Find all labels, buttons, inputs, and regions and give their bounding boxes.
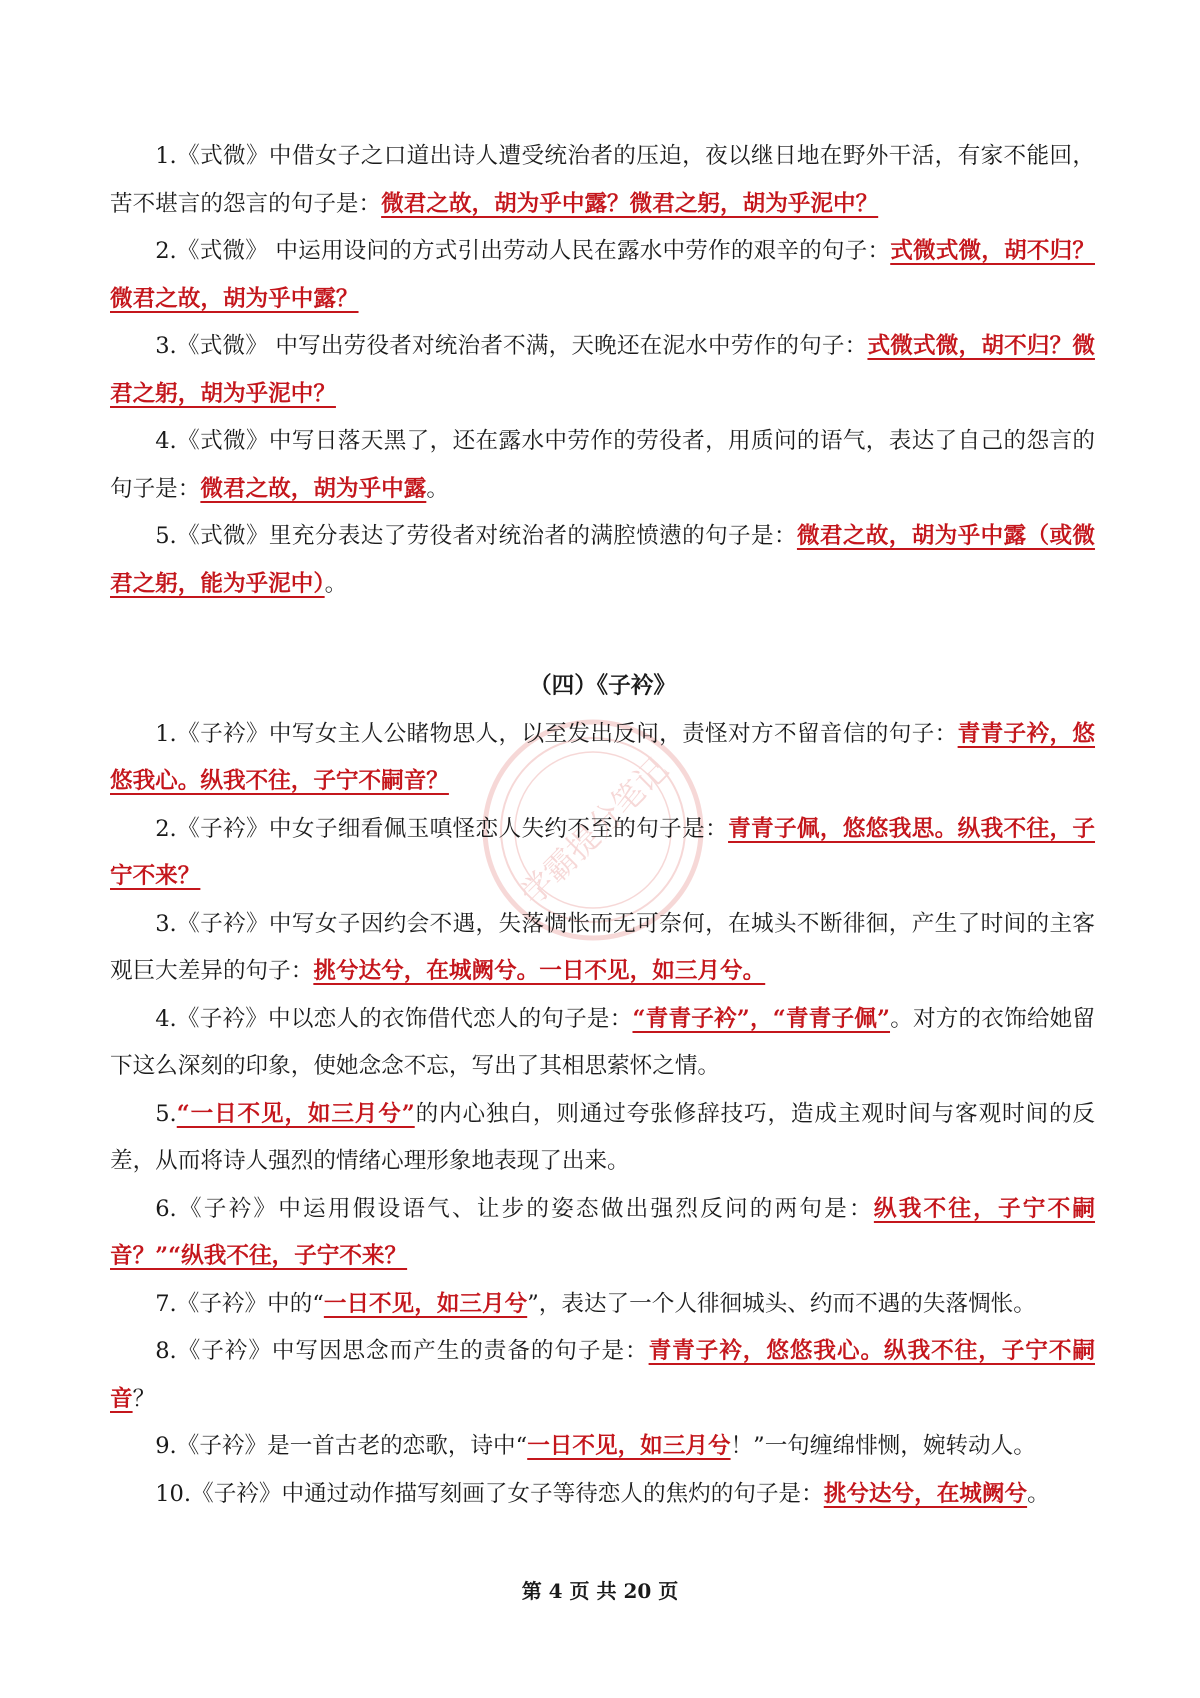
answer-text: 一日不见，如三月兮: [527, 1433, 731, 1459]
list-item: 1.《式微》中借女子之口道出诗人遭受统治者的压迫，夜以继日地在野外干活，有家不能回，苦不堪言的怨言的句子是：微君之故，胡为乎中露？微君之躬，胡为乎泥中？: [110, 143, 1095, 217]
list-item: 2.《式微》 中运用设问的方式引出劳动人民在露水中劳作的艰辛的句子：式微式微，胡不归？微君之故，胡为乎中露？: [110, 238, 1095, 312]
list-item: 7.《子衿》中的“一日不见，如三月兮”，表达了一个人徘徊城头、约而不遇的失落惆怅。: [155, 1290, 1036, 1317]
list-item: 3.《子衿》中写女子因约会不遇，失落惆怅而无可奈何，在城头不断徘徊，产生了时间的主客观巨大差异的句子：挑兮达兮，在城阙兮。一日不见，如三月兮。: [110, 910, 1095, 984]
answer-text: 微君之故，胡为乎中露: [200, 475, 427, 502]
answer-text: “一日不见，如三月兮”: [176, 1100, 415, 1127]
answer-text: 青青子衿，悠悠我心。纵我不往，子宁不嗣音: [110, 1338, 1095, 1412]
answer-text: 挑兮达兮，在城阙兮: [823, 1480, 1028, 1507]
answer-text: 青青子佩，悠悠我思。纵我不往，子宁不来？: [110, 815, 1096, 889]
list-item: 1.《子衿》中写女主人公睹物思人，以至发出反问，责怪对方不留音信的句子：青青子衿，悠悠我心。纵我不往，子宁不嗣音？: [110, 720, 1096, 794]
answer-text: 微君之故，胡为乎中露（或微君之躬，能为乎泥中）: [110, 523, 1096, 597]
answer-text: 青青子衿，悠悠我心。纵我不往，子宁不嗣音？: [110, 720, 1096, 794]
answer-text: 一日不见，如三月兮: [323, 1290, 528, 1317]
page-footer: 第 4 页 共 20 页: [521, 1579, 679, 1603]
section3-list: [110, 133, 1095, 608]
watermark-text: 学霸提分笔记: [513, 750, 676, 913]
list-item: 5.《式微》里充分表达了劳役者对统治者的满腔愤懑的句子是：微君之故，胡为乎中露（或微君之躬，能为乎泥中）。: [110, 523, 1096, 597]
answer-text: 挑兮达兮，在城阙兮。一日不见，如三月兮。: [313, 958, 766, 984]
list-item: 8.《子衿》中写因思念而产生的责备的句子是：青青子衿，悠悠我心。纵我不往，子宁不嗣音？: [110, 1338, 1095, 1412]
list-item: 5.“一日不见，如三月兮”的内心独白，则通过夸张修辞技巧，造成主观时间与客观时间的反差，从而将诗人强烈的情绪心理形象地表现了出来。: [110, 1100, 1096, 1174]
list-item: 2.《子衿》中女子细看佩玉嗔怪恋人失约不至的句子是：青青子佩，悠悠我思。纵我不往，子宁不来？: [110, 815, 1096, 889]
section4: [110, 663, 1095, 1518]
list-item: 3.《式微》 中写出劳役者对统治者不满，天晚还在泥水中劳作的句子：式微式微，胡不归？微君之躬，胡为乎泥中？: [110, 333, 1095, 407]
answer-text: “青青子衿”，“青青子佩”: [632, 1005, 891, 1032]
list-item: 10.《子衿》中通过动作描写刻画了女子等待恋人的焦灼的句子是：挑兮达兮，在城阙兮。: [155, 1480, 1050, 1507]
list-item: 4.《子衿》中以恋人的衣饰借代恋人的句子是：“青青子衿”，“青青子佩”。对方的衣饰给她留下这么深刻的印象，使她念念不忘，写出了其相思萦怀之情。: [110, 1005, 1096, 1079]
answer-text: 微君之故，胡为乎中露？微君之躬，胡为乎泥中？: [381, 190, 879, 217]
answer-text: 式微式微，胡不归？微君之故，胡为乎中露？: [110, 238, 1095, 312]
list-item: 9.《子衿》是一首古老的恋歌，诗中“一日不见，如三月兮！”一句缠绵悱恻，婉转动人。: [155, 1433, 1036, 1459]
list-item: 6.《子衿》中运用假设语气、让步的姿态做出强烈反问的两句是：纵我不往，子宁不嗣音？”“纵我不往，子宁不来？: [110, 1195, 1096, 1269]
answer-text: 纵我不往，子宁不嗣音？”“纵我不往，子宁不来？: [110, 1195, 1096, 1269]
section-heading: （四）《子衿》: [529, 673, 676, 699]
answer-text: 式微式微，胡不归？微君之躬，胡为乎泥中？: [110, 333, 1095, 407]
list-item: 4.《式微》中写日落天黑了，还在露水中劳作的劳役者，用质问的语气，表达了自己的怨言的句子是：微君之故，胡为乎中露。: [110, 428, 1095, 502]
